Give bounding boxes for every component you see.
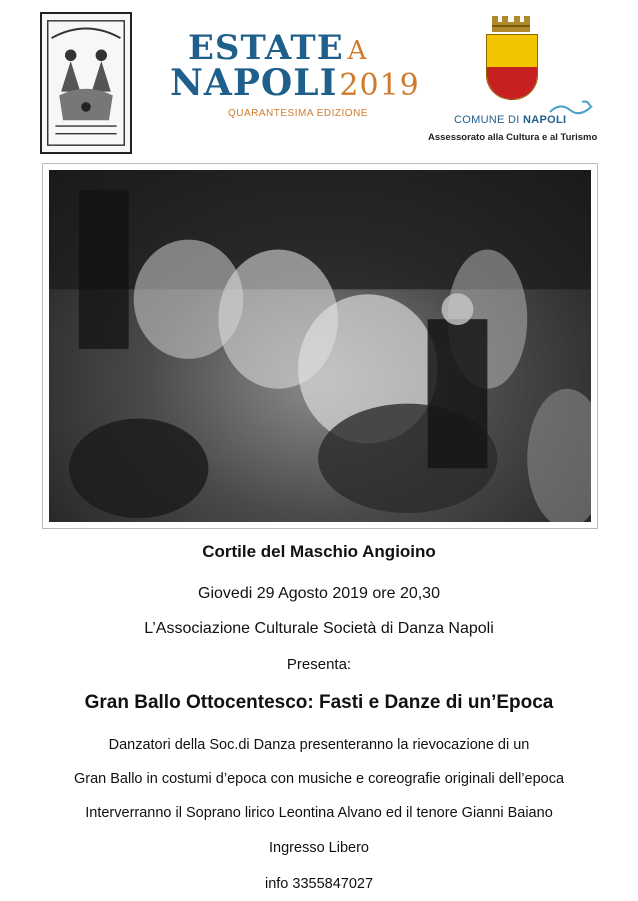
poster-header [0,0,638,160]
ballroom-photo [42,163,598,529]
comune-di-napoli-logo [428,10,618,150]
logo-word-napoli: NAPOLI [170,62,338,104]
event-datetime: Giovedi 29 Agosto 2019 ore 20,30 [198,585,440,602]
logo-edition: QUARANTESIMA EDIZIONE [228,108,368,119]
logo-word-estate: ESTATE [188,28,344,68]
logo-line-napoli [170,62,420,104]
presents-label: Presenta: [286,656,352,673]
estate-a-napoli-logo [170,28,420,128]
department-name: Assessorato alla Cultura e al Turismo [428,132,598,143]
logo-year: 2019 [339,68,420,103]
comune-name [454,114,566,126]
comune-prefix: COMUNE DI [454,114,523,126]
description-line: Gran Ballo in costumi d’epoca con musiche e coreografie originali dell’epoca [73,771,565,787]
logo-word-a: A [347,36,368,66]
organizer: L’Associazione Culturale Società di Danza Napoli [144,620,494,637]
naples-shield-icon [486,34,538,100]
ballroom-dancers-image [49,170,591,522]
description-line: Interverranno il Soprano lirico Leontina Alvano ed il tenore Gianni Baiano [85,805,553,821]
description-line: Danzatori della Soc.di Danza presenteranno la rievocazione di un [108,737,530,753]
crown-icon [490,12,532,34]
entry-info: Ingresso Libero [269,840,369,856]
venue: Cortile del Maschio Angioino [202,542,436,561]
comune-city: NAPOLI [523,114,567,126]
contact-info: info 3355847027 [264,876,374,892]
event-title: Gran Ballo Ottocentesco: Fasti e Danze di un’Epoca [84,692,554,713]
dancers-emblem-image [40,12,132,154]
